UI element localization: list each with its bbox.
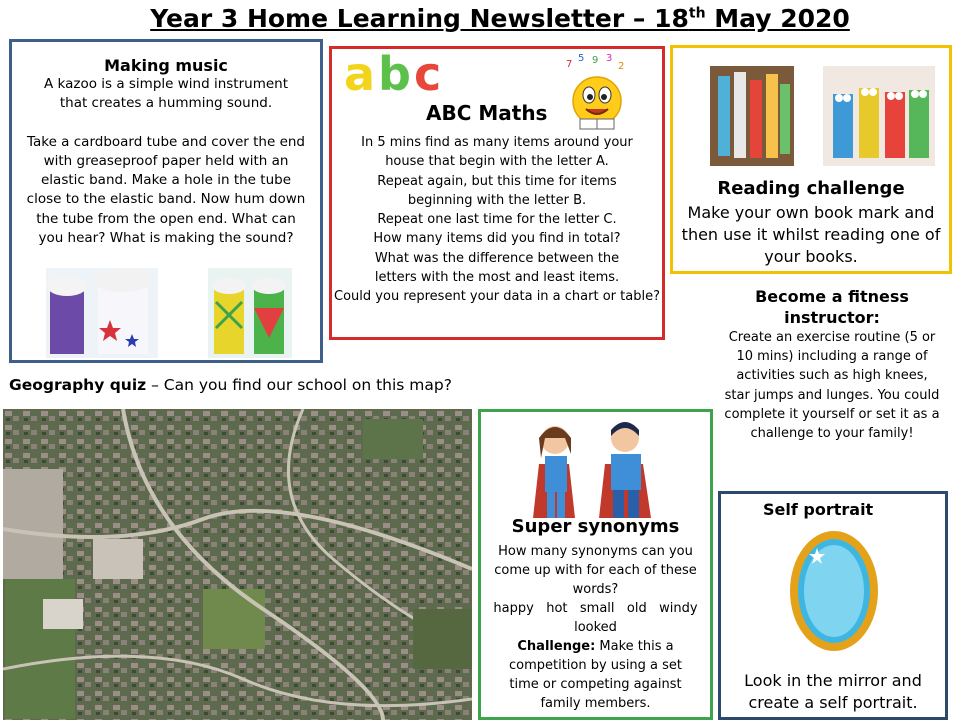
reading-challenge-box [670, 45, 952, 274]
svg-text:9: 9 [592, 55, 599, 66]
letter-a: a [344, 47, 376, 101]
super-synonyms-heading: Super synonyms [511, 516, 680, 537]
letter-c: c [414, 47, 442, 101]
synonyms-challenge [481, 637, 710, 713]
maths-line-5: What was the difference between the letters with the most and least items. [374, 250, 620, 286]
abc-letters-graphic [340, 47, 446, 103]
smiley-maths-icon [564, 53, 630, 133]
maths-line-1: In 5 mins find as many items around your house that begin with the letter A. [361, 135, 633, 170]
letter-b: b [378, 47, 411, 101]
abc-maths-body [332, 133, 662, 307]
title-sup: th [688, 5, 706, 22]
svg-text:3: 3 [606, 53, 613, 64]
svg-text:5: 5 [578, 53, 585, 64]
svg-text:7: 7 [566, 59, 573, 70]
self-portrait-box [718, 491, 948, 720]
superheroes-icon [529, 418, 661, 522]
maths-line-3: Repeat one last time for the letter C. [377, 212, 617, 228]
geography-quiz-line [9, 376, 452, 394]
synonyms-intro: How many synonyms can you come up with for each of these words? [494, 544, 697, 597]
super-synonyms-box [478, 409, 713, 720]
making-music-intro: A kazoo is a simple wind instrument that creates a humming sound. [43, 76, 289, 112]
kazoo-photo-2 [208, 268, 292, 358]
svg-text:2: 2 [618, 61, 625, 72]
synonyms-words: happy hot small old windy looked [493, 601, 702, 635]
super-synonyms-body [481, 542, 710, 713]
fitness-heading: Become a fitness instructor: [755, 287, 909, 327]
reading-challenge-body: Make your own book mark and then use it whilst reading one of your books. [681, 203, 941, 266]
abc-maths-heading: ABC Maths [426, 101, 548, 125]
bookmark-photo-2 [823, 66, 935, 166]
making-music-body: Take a cardboard tube and cover the end with greaseproof paper held with an elastic band. Make a hole in the tube close to the elastic band. Now hum down the tube from the open end. What can you hear? What is making the sound? [26, 133, 306, 247]
geography-quiz-question: – Can you find our school on this map? [146, 376, 452, 394]
reading-challenge-heading: Reading challenge [717, 178, 905, 199]
kazoo-photo-1 [46, 268, 158, 358]
making-music-box [9, 39, 323, 363]
challenge-label: Challenge: [517, 639, 596, 654]
maths-line-4: How many items did you find in total? [373, 231, 621, 247]
self-portrait-body: Look in the mirror and create a self portrait. [744, 671, 922, 712]
maths-line-6: Could you represent your data in a chart or table? [334, 289, 660, 305]
mirror-icon [771, 526, 897, 656]
abc-maths-box [329, 46, 665, 340]
fitness-section [718, 286, 946, 443]
self-portrait-heading: Self portrait [763, 500, 874, 519]
geography-quiz-label: Geography quiz [9, 376, 147, 394]
bookmark-photo-1 [710, 66, 794, 166]
making-music-heading: Making music [104, 56, 228, 75]
maths-line-2: Repeat again, but this time for items beginning with the letter B. [377, 173, 617, 208]
aerial-map [3, 409, 472, 720]
title-end: May 2020 [705, 4, 850, 33]
fitness-body: Create an exercise routine (5 or 10 mins) including a range of activities such as high knees, star jumps and lunges. You could complete it yourself or set it as a challenge to your family! [724, 330, 940, 442]
newsletter-title [150, 4, 850, 33]
title-main: Year 3 Home Learning Newsletter – 18 [150, 4, 689, 33]
challenge-text: Make this a competition by using a set time or competing against family members. [508, 639, 683, 711]
